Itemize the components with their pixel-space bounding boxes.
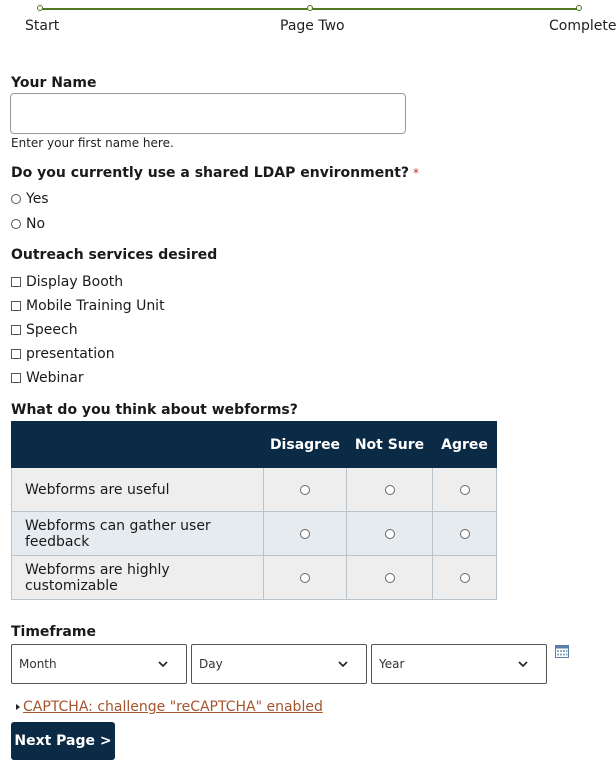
outreach-option-presentation[interactable] xyxy=(11,346,115,362)
ldap-option-no-label: No xyxy=(26,216,46,232)
outreach-option-display-booth[interactable] xyxy=(11,274,123,290)
captcha-details xyxy=(16,699,323,715)
calendar-icon[interactable] xyxy=(555,645,569,658)
captcha-link[interactable]: CAPTCHA: challenge "reCAPTCHA" enabled xyxy=(23,699,323,715)
likert-cell[interactable] xyxy=(347,556,433,600)
next-page-button[interactable]: Next Page > xyxy=(11,722,115,760)
month-select-value: Month xyxy=(19,657,57,671)
ldap-question-label xyxy=(11,165,419,181)
outreach-option-label: presentation xyxy=(26,346,115,362)
chevron-down-icon xyxy=(518,659,528,669)
progress-step-page-two: Page Two xyxy=(280,18,345,34)
likert-header-disagree: Disagree xyxy=(264,422,347,468)
likert-header-not-sure: Not Sure xyxy=(347,422,433,468)
timeframe-label: Timeframe xyxy=(11,624,96,640)
likert-label: What do you think about webforms? xyxy=(11,402,298,418)
likert-cell[interactable] xyxy=(433,468,497,512)
likert-radio-customizable-agree[interactable] xyxy=(460,573,470,583)
table-row xyxy=(12,468,497,512)
likert-question: Webforms can gather user feedback xyxy=(12,512,264,556)
checkbox-display-booth[interactable] xyxy=(11,277,21,287)
ldap-option-yes[interactable] xyxy=(11,191,49,207)
radio-no[interactable] xyxy=(11,219,21,229)
checkbox-mobile-training-unit[interactable] xyxy=(11,301,21,311)
progress-dot-page-two xyxy=(307,5,313,11)
radio-yes[interactable] xyxy=(11,194,21,204)
chevron-down-icon xyxy=(158,659,168,669)
likert-radio-feedback-disagree[interactable] xyxy=(300,529,310,539)
likert-cell[interactable] xyxy=(264,512,347,556)
likert-table xyxy=(11,421,497,600)
month-select[interactable] xyxy=(11,644,187,684)
progress-step-complete: Complete xyxy=(549,18,616,34)
outreach-option-label: Mobile Training Unit xyxy=(26,298,165,314)
likert-radio-useful-agree[interactable] xyxy=(460,485,470,495)
ldap-option-no[interactable] xyxy=(11,216,45,232)
ldap-question-text: Do you currently use a shared LDAP environment? xyxy=(11,165,410,181)
table-row xyxy=(12,512,497,556)
progress-dot-complete xyxy=(576,5,582,11)
outreach-option-label: Webinar xyxy=(26,370,84,386)
likert-cell[interactable] xyxy=(264,556,347,600)
ldap-option-yes-label: Yes xyxy=(26,191,49,207)
day-select-value: Day xyxy=(199,657,223,671)
name-input[interactable] xyxy=(10,93,406,134)
likert-header-blank xyxy=(12,422,264,468)
progress-dot-start xyxy=(37,5,43,11)
checkbox-speech[interactable] xyxy=(11,325,21,335)
likert-header-row xyxy=(12,422,497,468)
name-label: Your Name xyxy=(11,75,97,91)
likert-radio-feedback-not-sure[interactable] xyxy=(385,529,395,539)
likert-radio-feedback-agree[interactable] xyxy=(460,529,470,539)
required-marker: * xyxy=(413,166,420,180)
likert-radio-useful-not-sure[interactable] xyxy=(385,485,395,495)
name-description: Enter your first name here. xyxy=(11,136,174,150)
checkbox-webinar[interactable] xyxy=(11,373,21,383)
disclosure-triangle-icon[interactable] xyxy=(16,704,20,710)
year-select-value: Year xyxy=(379,657,405,671)
outreach-option-speech[interactable] xyxy=(11,322,78,338)
likert-header-agree: Agree xyxy=(433,422,497,468)
likert-cell[interactable] xyxy=(433,556,497,600)
likert-question: Webforms are highly customizable xyxy=(12,556,264,600)
likert-question: Webforms are useful xyxy=(12,468,264,512)
outreach-option-mobile-training-unit[interactable] xyxy=(11,298,165,314)
outreach-option-label: Speech xyxy=(26,322,78,338)
likert-radio-customizable-disagree[interactable] xyxy=(300,573,310,583)
likert-radio-customizable-not-sure[interactable] xyxy=(385,573,395,583)
day-select[interactable] xyxy=(191,644,367,684)
likert-cell[interactable] xyxy=(347,512,433,556)
likert-radio-useful-disagree[interactable] xyxy=(300,485,310,495)
likert-cell[interactable] xyxy=(264,468,347,512)
likert-cell[interactable] xyxy=(347,468,433,512)
progress-bar xyxy=(0,0,616,40)
outreach-option-label: Display Booth xyxy=(26,274,124,290)
likert-cell[interactable] xyxy=(433,512,497,556)
outreach-option-webinar[interactable] xyxy=(11,370,84,386)
chevron-down-icon xyxy=(338,659,348,669)
year-select[interactable] xyxy=(371,644,547,684)
progress-step-start: Start xyxy=(25,18,60,34)
checkbox-presentation[interactable] xyxy=(11,349,21,359)
table-row xyxy=(12,556,497,600)
outreach-label: Outreach services desired xyxy=(11,247,218,263)
